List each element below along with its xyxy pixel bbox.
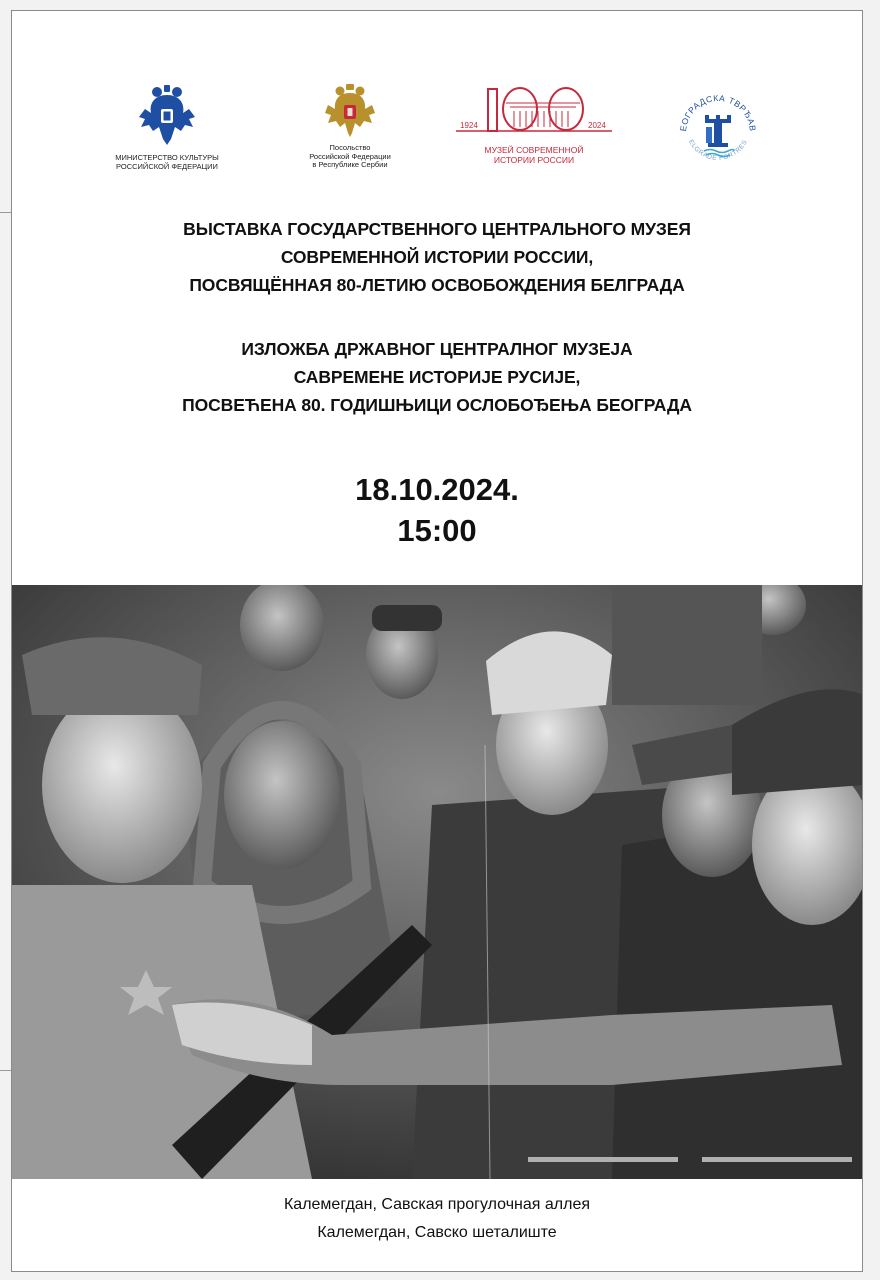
russian-eagle-emblem-icon [135, 83, 199, 149]
embassy-logo [292, 83, 408, 170]
ministry-logo [108, 83, 226, 171]
exhibition-poster [11, 10, 863, 1272]
fortress-arc-text: ЕОГРАДСКА ТВРЂАВ [677, 92, 759, 132]
historical-photo [12, 585, 863, 1179]
fortress-bottom-text: ELGRADE FORTRES [687, 138, 749, 162]
heading-ru-line-1: ВЫСТАВКА ГОСУДАРСТВЕННОГО ЦЕНТРАЛЬНОГО МУЗЕЯ [183, 219, 691, 239]
divider-line [0, 1070, 11, 1071]
heading-serbian [12, 335, 862, 419]
embassy-caption-2: Российской Федерации [309, 151, 391, 161]
event-datetime [12, 469, 862, 551]
heading-sr-line-3: ПОСВЕЋЕНА 80. ГОДИШЊИЦИ ОСЛОБОЂЕЊА БЕОГРАДА [182, 395, 692, 415]
event-date: 18.10.2024. [355, 472, 519, 507]
russian-coat-of-arms-icon [322, 83, 378, 139]
heading-ru-line-3: ПОСВЯЩЁННАЯ 80-ЛЕТИЮ ОСВОБОЖДЕНИЯ БЕЛГРАДА [189, 275, 685, 295]
fortress-emblem-icon [670, 83, 766, 179]
event-time: 15:00 [397, 513, 477, 548]
heading-sr-line-1: ИЗЛОЖБА ДРЖАВНОГ ЦЕНТРАЛНОГ МУЗЕЈА [241, 339, 633, 359]
logo-row [12, 83, 862, 193]
museum-year-end: 2024 [588, 121, 606, 130]
museum-caption-2: ИСТОРИИ РОССИИ [493, 154, 575, 165]
museum-anniversary-icon [454, 83, 614, 141]
ministry-caption-2: РОССИЙСКОЙ ФЕДЕРАЦИИ [116, 161, 218, 171]
museum-caption-1: МУЗЕЙ СОВРЕМЕННОЙ [484, 145, 584, 155]
museum-year-start: 1924 [460, 121, 478, 130]
location-serbian: Калемегдан, Савско шеталиште [317, 1224, 557, 1241]
museum-logo [454, 83, 614, 165]
museum-anniversary-number: 100 [454, 83, 456, 84]
heading-sr-line-2: САВРЕМЕНЕ ИСТОРИЈЕ РУСИЈЕ, [293, 367, 581, 387]
divider-line [0, 212, 11, 213]
location-russian: Калемегдан, Савская прогулочная аллея [283, 1196, 591, 1213]
embassy-caption-1: Посольство [329, 143, 371, 152]
fortress-logo [668, 83, 768, 184]
embassy-caption-3: в Республике Сербии [312, 160, 388, 169]
heading-russian [12, 215, 862, 299]
location-footer [12, 1191, 862, 1247]
ministry-caption-1: МИНИСТЕРСТВО КУЛЬТУРЫ [115, 153, 219, 162]
heading-ru-line-2: СОВРЕМЕННОЙ ИСТОРИИ РОССИИ, [280, 247, 594, 267]
